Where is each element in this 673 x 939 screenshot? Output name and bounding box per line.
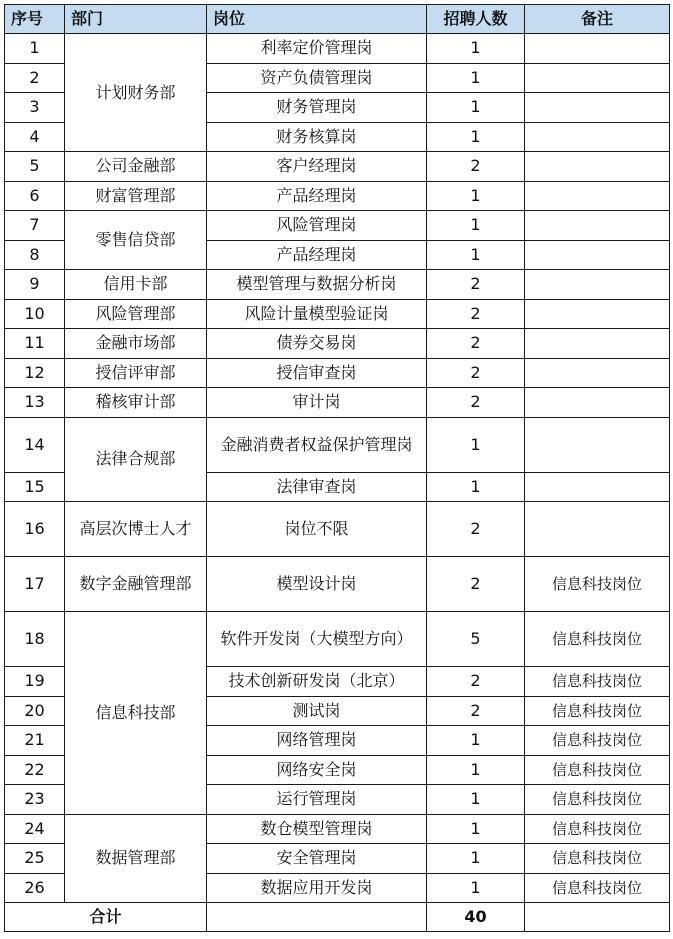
row-post: 数据应用开发岗 — [207, 873, 427, 903]
row-post: 产品经理岗 — [207, 240, 427, 270]
row-count: 1 — [427, 211, 525, 241]
row-dept: 数字金融管理部 — [65, 557, 207, 612]
row-note: 信息科技岗位 — [525, 873, 670, 903]
row-post: 运行管理岗 — [207, 785, 427, 815]
row-count: 2 — [427, 358, 525, 388]
row-count: 5 — [427, 612, 525, 667]
total-count: 40 — [427, 903, 525, 932]
table-row — [5, 329, 670, 359]
row-note — [525, 211, 670, 241]
row-count: 2 — [427, 270, 525, 300]
header-post: 岗位 — [207, 5, 427, 34]
row-count: 1 — [427, 122, 525, 152]
row-count: 1 — [427, 181, 525, 211]
row-post: 网络安全岗 — [207, 755, 427, 785]
row-post: 安全管理岗 — [207, 844, 427, 874]
row-note: 信息科技岗位 — [525, 844, 670, 874]
row-dept: 信用卡部 — [65, 270, 207, 300]
row-no: 10 — [5, 299, 65, 329]
row-dept: 金融市场部 — [65, 329, 207, 359]
row-note — [525, 502, 670, 557]
table-row — [5, 270, 670, 300]
row-post: 资产负债管理岗 — [207, 63, 427, 93]
row-no: 18 — [5, 612, 65, 667]
row-post: 网络管理岗 — [207, 726, 427, 756]
total-post — [207, 903, 427, 932]
row-no: 22 — [5, 755, 65, 785]
row-note: 信息科技岗位 — [525, 785, 670, 815]
row-count: 2 — [427, 329, 525, 359]
total-note — [525, 903, 670, 932]
row-count: 2 — [427, 557, 525, 612]
row-post: 岗位不限 — [207, 502, 427, 557]
row-count: 1 — [427, 472, 525, 502]
row-no: 16 — [5, 502, 65, 557]
row-dept: 公司金融部 — [65, 152, 207, 182]
table-row — [5, 358, 670, 388]
table-row — [5, 181, 670, 211]
row-no: 15 — [5, 472, 65, 502]
recruitment-table — [4, 4, 670, 932]
row-no: 11 — [5, 329, 65, 359]
row-post: 技术创新研发岗（北京） — [207, 667, 427, 697]
row-dept: 法律合规部 — [65, 417, 207, 502]
row-no: 19 — [5, 667, 65, 697]
row-count: 1 — [427, 873, 525, 903]
row-count: 1 — [427, 417, 525, 472]
table-row — [5, 502, 670, 557]
total-label: 合计 — [5, 903, 207, 932]
row-post: 数仓模型管理岗 — [207, 814, 427, 844]
row-count: 1 — [427, 93, 525, 123]
table-row — [5, 388, 670, 418]
row-note — [525, 417, 670, 472]
header-dept: 部门 — [65, 5, 207, 34]
row-note — [525, 299, 670, 329]
row-count: 2 — [427, 502, 525, 557]
row-no: 23 — [5, 785, 65, 815]
row-dept: 零售信贷部 — [65, 211, 207, 270]
row-no: 1 — [5, 34, 65, 64]
row-post: 法律审查岗 — [207, 472, 427, 502]
row-note — [525, 122, 670, 152]
row-count: 1 — [427, 726, 525, 756]
row-post: 软件开发岗（大模型方向） — [207, 612, 427, 667]
row-note — [525, 472, 670, 502]
table-row — [5, 211, 670, 241]
row-post: 财务管理岗 — [207, 93, 427, 123]
row-dept: 信息科技部 — [65, 612, 207, 815]
table-row — [5, 557, 670, 612]
row-note — [525, 34, 670, 64]
row-count: 2 — [427, 667, 525, 697]
row-note: 信息科技岗位 — [525, 667, 670, 697]
row-note — [525, 388, 670, 418]
table-row — [5, 612, 670, 667]
row-post: 利率定价管理岗 — [207, 34, 427, 64]
row-no: 20 — [5, 696, 65, 726]
row-count: 1 — [427, 240, 525, 270]
row-note: 信息科技岗位 — [525, 696, 670, 726]
row-no: 4 — [5, 122, 65, 152]
row-no: 5 — [5, 152, 65, 182]
table-row — [5, 299, 670, 329]
row-count: 2 — [427, 299, 525, 329]
row-count: 2 — [427, 152, 525, 182]
row-post: 风险管理岗 — [207, 211, 427, 241]
row-note: 信息科技岗位 — [525, 726, 670, 756]
row-count: 1 — [427, 844, 525, 874]
row-dept: 数据管理部 — [65, 814, 207, 903]
header-no: 序号 — [5, 5, 65, 34]
row-no: 13 — [5, 388, 65, 418]
row-note: 信息科技岗位 — [525, 557, 670, 612]
row-post: 模型设计岗 — [207, 557, 427, 612]
row-post: 债券交易岗 — [207, 329, 427, 359]
row-note: 信息科技岗位 — [525, 755, 670, 785]
row-no: 21 — [5, 726, 65, 756]
row-note: 信息科技岗位 — [525, 612, 670, 667]
row-post: 财务核算岗 — [207, 122, 427, 152]
row-count: 1 — [427, 755, 525, 785]
row-note: 信息科技岗位 — [525, 814, 670, 844]
row-count: 2 — [427, 388, 525, 418]
row-count: 1 — [427, 814, 525, 844]
row-no: 25 — [5, 844, 65, 874]
row-no: 17 — [5, 557, 65, 612]
row-post: 产品经理岗 — [207, 181, 427, 211]
table-row — [5, 152, 670, 182]
row-dept: 财富管理部 — [65, 181, 207, 211]
table-row — [5, 417, 670, 472]
row-note — [525, 240, 670, 270]
row-post: 金融消费者权益保护管理岗 — [207, 417, 427, 472]
table-row — [5, 814, 670, 844]
total-row — [5, 903, 670, 932]
row-no: 8 — [5, 240, 65, 270]
row-no: 24 — [5, 814, 65, 844]
row-post: 模型管理与数据分析岗 — [207, 270, 427, 300]
row-post: 审计岗 — [207, 388, 427, 418]
row-no: 6 — [5, 181, 65, 211]
row-no: 14 — [5, 417, 65, 472]
row-dept: 授信评审部 — [65, 358, 207, 388]
row-post: 客户经理岗 — [207, 152, 427, 182]
row-note — [525, 329, 670, 359]
row-note — [525, 152, 670, 182]
table-row — [5, 34, 670, 64]
row-count: 1 — [427, 785, 525, 815]
row-count: 1 — [427, 34, 525, 64]
row-no: 7 — [5, 211, 65, 241]
row-note — [525, 93, 670, 123]
row-post: 风险计量模型验证岗 — [207, 299, 427, 329]
row-count: 1 — [427, 63, 525, 93]
row-note — [525, 358, 670, 388]
row-no: 9 — [5, 270, 65, 300]
row-post: 授信审查岗 — [207, 358, 427, 388]
row-dept: 高层次博士人才 — [65, 502, 207, 557]
row-note — [525, 270, 670, 300]
row-post: 测试岗 — [207, 696, 427, 726]
row-no: 12 — [5, 358, 65, 388]
row-no: 3 — [5, 93, 65, 123]
row-no: 2 — [5, 63, 65, 93]
row-dept: 计划财务部 — [65, 34, 207, 152]
header-row — [5, 5, 670, 34]
row-dept: 风险管理部 — [65, 299, 207, 329]
header-count: 招聘人数 — [427, 5, 525, 34]
row-no: 26 — [5, 873, 65, 903]
row-note — [525, 181, 670, 211]
header-note: 备注 — [525, 5, 670, 34]
row-count: 2 — [427, 696, 525, 726]
row-dept: 稽核审计部 — [65, 388, 207, 418]
row-note — [525, 63, 670, 93]
